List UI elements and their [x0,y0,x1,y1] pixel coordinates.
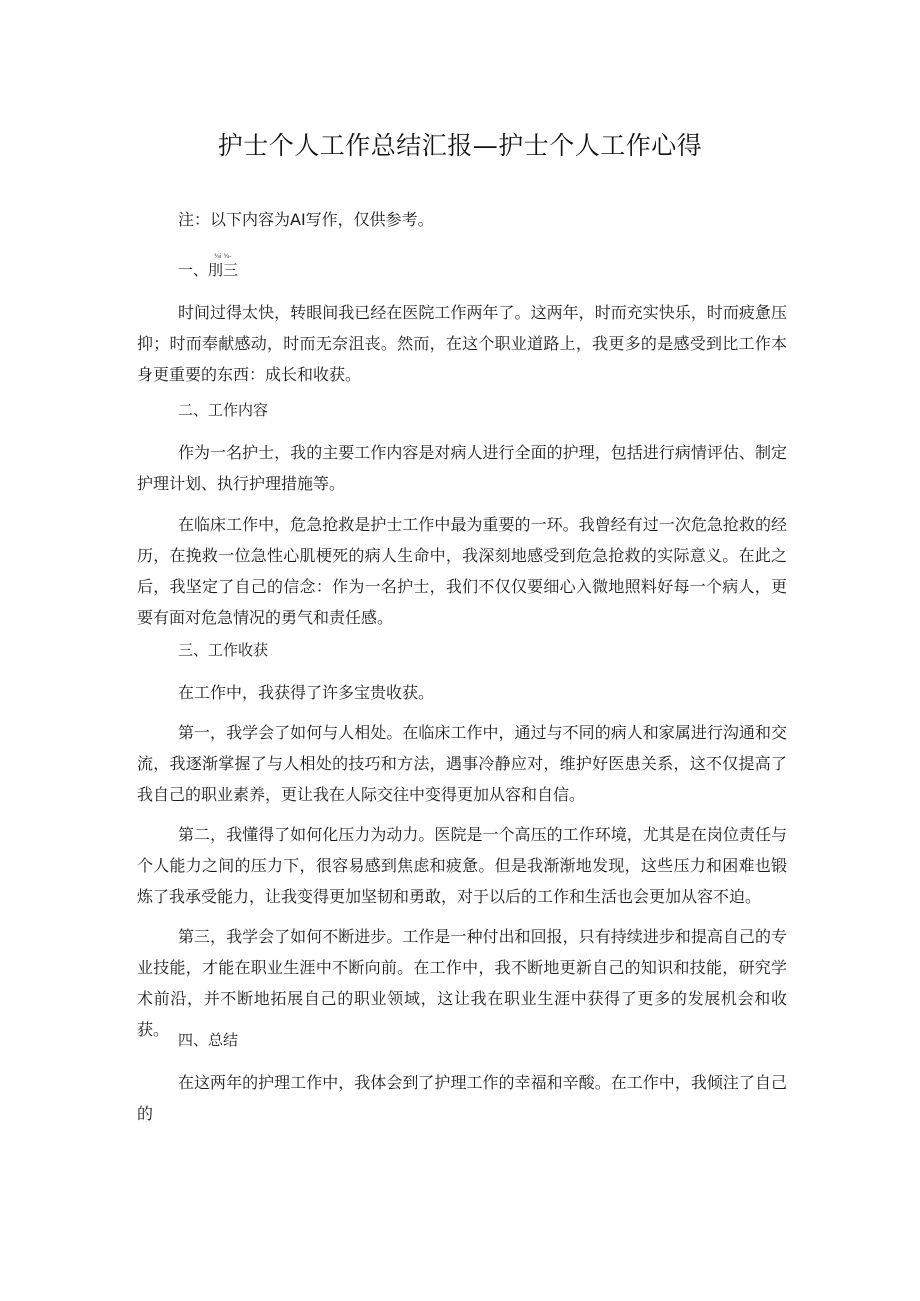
section-body-content [137,437,787,499]
paragraph: 在工作中，我获得了许多宝贵收获。 [178,683,435,702]
section-heading-content: 二、工作内容 [178,401,269,419]
paragraph: 第二，我懂得了如何化压力为动力。医院是一个高压的工作环境，尤其是在岗位责任与个人能力之间的压力下，很容易感到焦虑和疲惫。但是我渐渐地发现，这些压力和困难也锻炼了我承受能力，让我变得更加坚韧和勇敢，对于以后的工作和生活也会更加从容不迫。 [137,825,787,906]
section-body-gains-2 [137,717,787,810]
section-heading-gains: 三、工作收获 [178,641,269,659]
section-heading-intro: 一、刖三 [178,261,239,279]
paragraph: 在临床工作中，危急抢救是护士工作中最为重要的一环。我曾经有过一次危急抢救的经历，在挽救一位急性心肌梗死的病人生命中，我深刻地感受到危急抢救的实际意义。在此之后，我坚定了自己的信念：作为一名护士，我们不仅仅要细心入微地照料好每一个病人，更要有面对危急情况的勇气和责任感。 [137,515,787,627]
ai-note: 注：以下内容为AI写作，仅供参考。 [178,210,434,229]
paragraph: 作为一名护士，我的主要工作内容是对病人进行全面的护理，包括进行病情评估、制定护理计划、执行护理措施等。 [137,443,787,493]
section-body-gains-3 [137,819,787,912]
section-body-gains-1 [137,677,787,708]
section-heading-summary: 四、总结 [178,1031,239,1049]
document-title: 护士个人工作总结汇报—护士个人工作心得 [217,131,703,160]
section-body-intro [137,297,787,390]
paragraph: 第三，我学会了如何不断进步。工作是一种付出和回报，只有持续进步和提高自己的专业技能，才能在职业生涯中不断向前。在工作中，我不断地更新自己的知识和技能，研究学术前沿，并不断地拓展自己的职业领域，这让我在职业生涯中获得了更多的发展机会和收获。 [137,927,787,1039]
paragraph: 在这两年的护理工作中，我体会到了护理工作的幸福和辛酸。在工作中，我倾注了自己的 [137,1073,787,1123]
heading-superscript: ¾i ¾- [214,253,232,260]
paragraph: 时间过得太快，转眼间我已经在医院工作两年了。这两年，时而充实快乐，时而疲惫压抑；时而奉献感动，时而无奈沮丧。然而，在这个职业道路上，我更多的是感受到比工作本身更重要的东西：成长和收获。 [137,303,787,384]
paragraph: 第一，我学会了如何与人相处。在临床工作中，通过与不同的病人和家属进行沟通和交流，我逐渐掌握了与人相处的技巧和方法，遇事冷静应对，维护好医患关系，这不仅提高了我自己的职业素养，更让我在人际交往中变得更加从容和自信。 [137,723,787,804]
section-body-summary [137,1067,787,1129]
section-body-content-2 [137,509,787,633]
